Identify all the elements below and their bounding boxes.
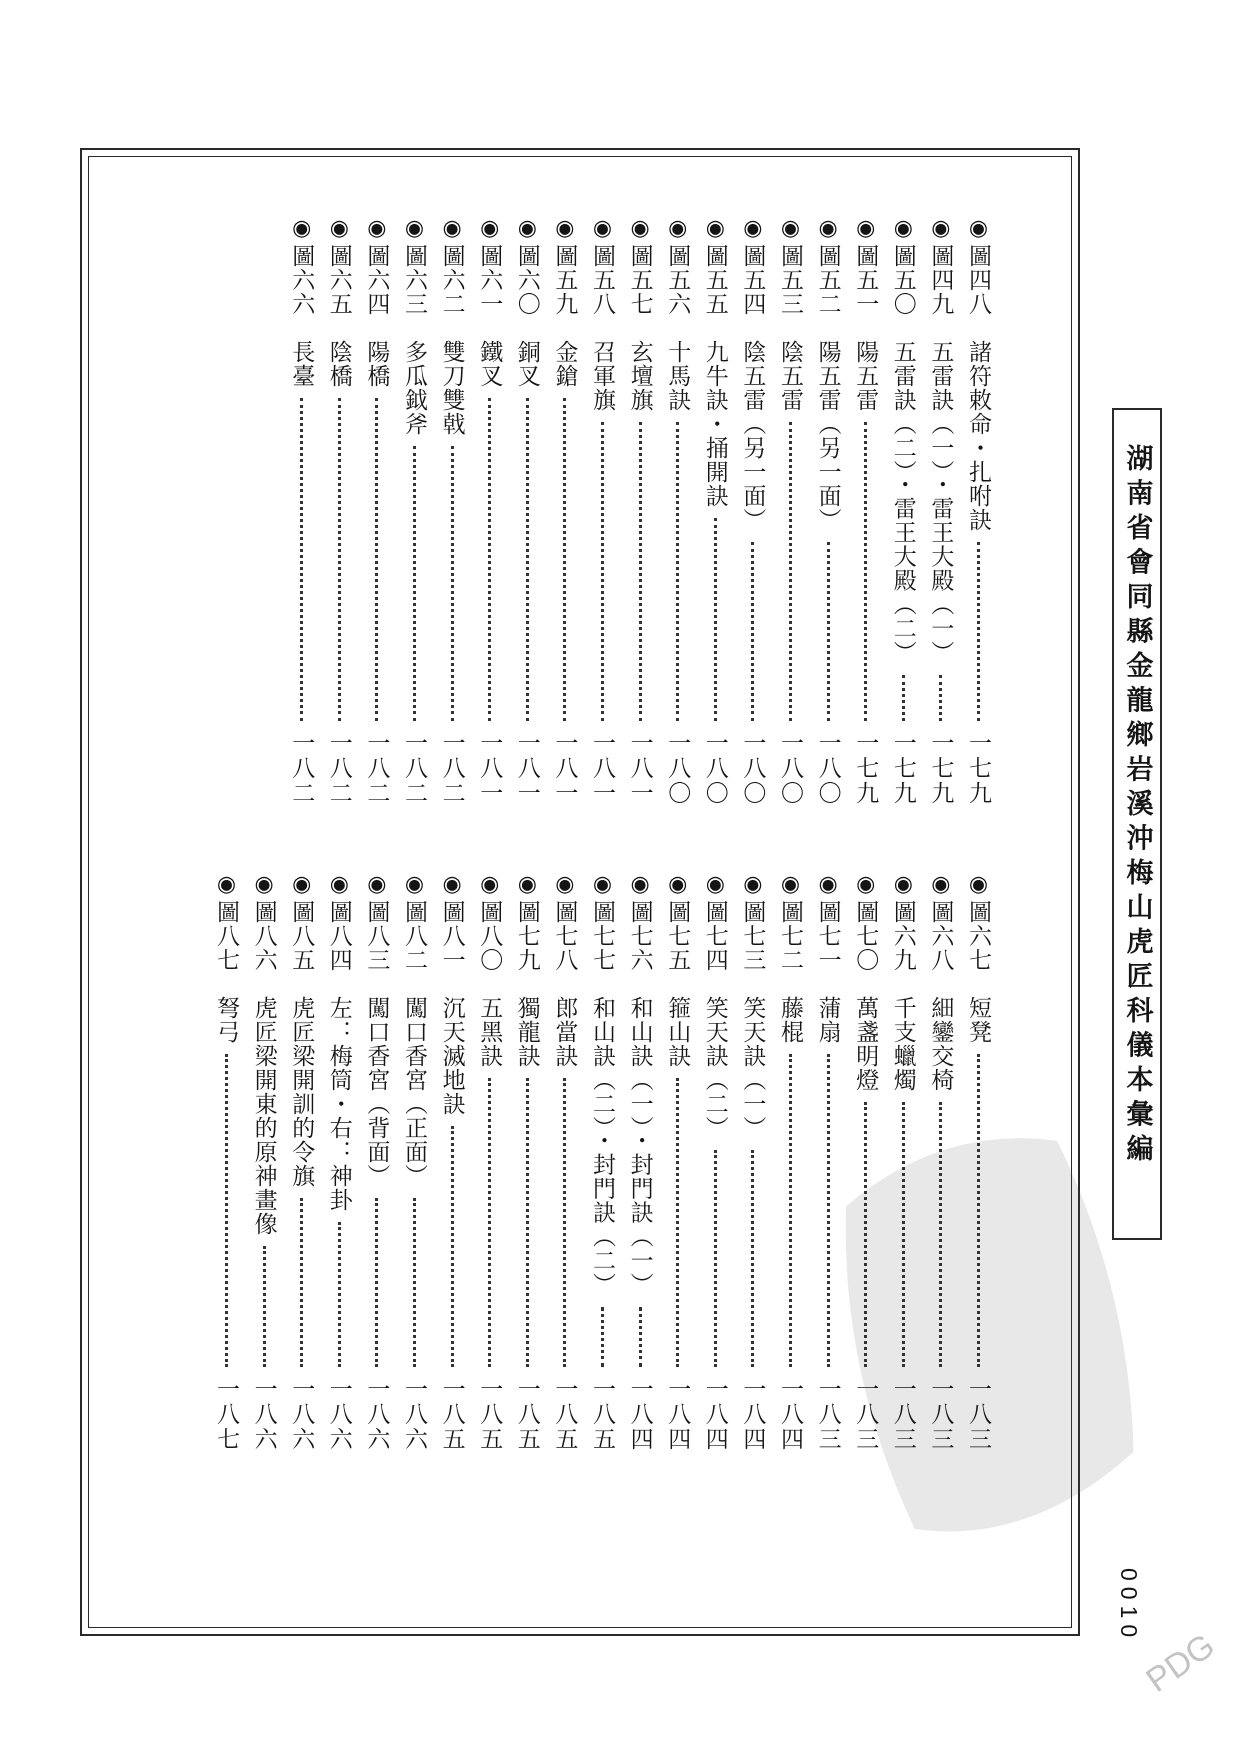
leader-dots [977,1054,980,1367]
figure-title: 召軍旗 [589,340,615,412]
page-ref: 一八一 [589,731,615,806]
figure-label: 圖五七 [626,244,653,316]
bullet-icon: ◉ [289,872,315,897]
watermark-text: PDG [1139,1626,1222,1700]
page-ref: 一八三 [814,1377,841,1452]
bullet-icon: ◉ [890,216,916,241]
figure-label: 圖五六 [664,244,691,316]
page-ref: 一八二 [288,731,315,806]
toc-entry [322,872,356,1452]
figure-title: 沉天滅地訣 [438,996,465,1116]
leader-dots [714,518,717,721]
figure-title: 諸符敕命・扎咐訣 [965,340,991,532]
figure-label: 圖七九 [513,900,540,972]
figure-label: 圖七六 [626,900,653,972]
page-ref: 一七九 [889,731,916,806]
page-ref: 一八七 [213,1377,239,1452]
leader-dots [639,422,642,721]
figure-label: 圖六二 [438,244,465,316]
bullet-icon: ◉ [326,216,352,241]
leader-dots [676,422,679,721]
figure-label: 圖八四 [325,900,352,972]
leader-dots [338,1222,341,1367]
figure-label: 圖六四 [363,244,390,316]
toc-entry [435,216,469,806]
figure-label: 圖四八 [965,244,991,316]
figure-title: 鐵叉 [476,340,503,388]
figure-label: 圖六九 [889,900,916,972]
figure-title: 陰五雷 [777,340,803,412]
leader-dots [789,422,792,721]
bullet-icon: ◉ [853,872,879,897]
page-ref: 一八五 [551,1377,578,1452]
toc-entry [435,872,469,1452]
page-ref: 一八四 [777,1377,803,1452]
bullet-icon: ◉ [928,216,954,241]
figure-label: 圖六六 [288,244,315,316]
toc-entry [660,872,694,1452]
bullet-icon: ◉ [364,216,390,241]
bullet-icon: ◉ [627,872,653,897]
toc-entry [961,216,995,806]
figure-title: 細鑾交椅 [927,996,954,1092]
toc-entry [359,872,393,1452]
leader-dots [902,1102,905,1367]
figure-title: 虎匠梁開訓的令旗 [288,996,315,1188]
bullet-icon: ◉ [590,872,615,897]
toc-entry [247,872,281,1452]
toc-entry [886,216,920,806]
toc-entry [848,872,882,1452]
bullet-icon: ◉ [665,872,691,897]
bullet-icon: ◉ [552,216,578,241]
page-ref: 一七九 [852,731,879,806]
page-ref: 一八六 [250,1377,277,1452]
figure-title: 五雷訣（一）・雷王大殿（一） [927,340,954,665]
figure-title: 千支蠟燭 [889,996,916,1092]
toc-entry [773,216,807,806]
bullet-icon: ◉ [778,216,803,241]
leader-dots [488,1078,491,1367]
leader-dots [263,1246,266,1367]
page-ref: 一八五 [438,1377,465,1452]
leader-dots [338,398,341,721]
leader-dots [751,1150,754,1367]
figure-title: 闖口香宮（背面） [363,996,390,1188]
page-ref: 一八〇 [701,731,728,806]
figure-title: 五雷訣（二）・雷王大殿（二） [889,340,916,665]
toc-entry [735,872,769,1452]
figure-title: 萬盞明燈 [852,996,879,1092]
page-ref: 一八一 [551,731,578,806]
figure-label: 圖六五 [325,244,352,316]
bullet-icon: ◉ [402,872,427,897]
figure-label: 圖七四 [701,900,728,972]
figure-label: 圖八六 [250,900,277,972]
bullet-icon: ◉ [214,872,239,897]
bullet-icon: ◉ [665,216,691,241]
bullet-icon: ◉ [326,872,352,897]
bullet-icon: ◉ [514,216,540,241]
bullet-icon: ◉ [251,872,277,897]
figure-label: 圖八三 [363,900,390,972]
bullet-icon: ◉ [740,872,766,897]
figure-label: 圖六三 [401,244,427,316]
leader-dots [563,1078,566,1367]
leader-dots [864,1102,867,1367]
page-number: 0010 [1116,1568,1142,1644]
page-ref: 一八三 [927,1377,954,1452]
page-ref: 一八二 [325,731,352,806]
figure-label: 圖七〇 [852,900,879,972]
figure-title: 弩弓 [213,996,239,1044]
leader-dots [864,422,867,721]
figure-title: 獨龍訣 [513,996,540,1068]
leader-dots [375,398,378,721]
leader-dots [488,398,491,721]
figure-label: 圖八〇 [476,900,503,972]
bullet-icon: ◉ [477,872,503,897]
figure-title: 郎當訣 [551,996,578,1068]
toc-entry [284,872,318,1452]
figure-title: 短凳 [965,996,991,1044]
figure-label: 圖七八 [551,900,578,972]
page-ref: 一八〇 [814,731,841,806]
figure-title: 箍山訣 [664,996,691,1068]
figure-title: 五黑訣 [476,996,503,1068]
toc-entry [284,216,318,806]
bullet-icon: ◉ [514,872,540,897]
bullet-icon: ◉ [778,872,803,897]
leader-dots [902,675,905,722]
bullet-icon: ◉ [853,216,879,241]
figure-label: 圖八一 [438,900,465,972]
bullet-icon: ◉ [439,872,465,897]
figure-title: 左：梅筒・右：神卦 [325,996,352,1212]
figure-title: 陰橋 [325,340,352,388]
leader-dots [639,1307,642,1368]
figure-label: 圖五〇 [889,244,916,316]
figure-title: 陰五雷（另一面） [739,340,766,532]
page-ref: 一七九 [927,731,954,806]
bullet-icon: ◉ [627,216,653,241]
leader-dots [451,1126,454,1367]
toc-entry [397,216,431,806]
leader-dots [375,1198,378,1367]
leader-dots [601,1307,604,1368]
toc-entry [322,216,356,806]
leader-dots [939,1102,942,1367]
figure-title: 玄壇旗 [626,340,653,412]
toc-entry [472,216,506,806]
figure-label: 圖五八 [589,244,615,316]
figure-title: 陽五雷 [852,340,879,412]
toc-entry [585,216,619,806]
toc-entry [510,872,544,1452]
header-title-box [1112,408,1162,1240]
bullet-icon: ◉ [815,872,841,897]
page-ref: 一八六 [288,1377,315,1452]
page-ref: 一八四 [701,1377,728,1452]
leader-dots [300,1198,303,1367]
leader-dots [526,1078,529,1367]
bullet-icon: ◉ [966,872,991,897]
leader-dots [413,1198,416,1367]
toc-entry [585,872,619,1452]
page-ref: 一八一 [626,731,653,806]
page-ref: 一八二 [401,731,427,806]
toc-entry [735,216,769,806]
page-ref: 一八四 [626,1377,653,1452]
leader-dots [714,1150,717,1367]
bullet-icon: ◉ [552,872,578,897]
page-ref: 一八二 [363,731,390,806]
page-ref: 一七九 [965,731,991,806]
toc-entry [698,216,732,806]
toc-entry [773,872,807,1452]
figure-label: 圖六〇 [513,244,540,316]
leader-dots [413,446,416,721]
figure-label: 圖六七 [965,900,991,972]
page-ref: 一八一 [476,731,503,806]
figure-title: 和山訣（二）・封門訣（二） [589,996,615,1297]
figure-title: 虎匠梁開東的原神畫像 [250,996,277,1236]
page-ref: 一八五 [513,1377,540,1452]
figure-label: 圖八七 [213,900,239,972]
figure-title: 雙刀雙戟 [438,340,465,436]
toc-entry [209,872,243,1452]
bullet-icon: ◉ [815,216,841,241]
figure-label: 圖七三 [739,900,766,972]
figure-label: 圖四九 [927,244,954,316]
bullet-icon: ◉ [928,872,954,897]
page-ref: 一八四 [739,1377,766,1452]
figure-label: 圖五九 [551,244,578,316]
figure-title: 闖口香宮（正面） [401,996,427,1188]
figure-title: 陽五雷（另一面） [814,340,841,532]
toc-entry [923,872,957,1452]
page-ref: 一八六 [325,1377,352,1452]
page-ref: 一八三 [889,1377,916,1452]
page-ref: 一八五 [476,1377,503,1452]
toc-entry [923,216,957,806]
figure-title: 蒲扇 [814,996,841,1044]
toc-entry [359,216,393,806]
leader-dots [827,1054,830,1367]
bullet-icon: ◉ [702,872,728,897]
toc-entry [961,872,995,1452]
figure-title: 笑天訣（一） [739,996,766,1140]
figure-label: 圖五四 [739,244,766,316]
toc-entry [623,216,657,806]
page-ref: 一八五 [589,1377,615,1452]
figure-title: 笑天訣（二） [701,996,728,1140]
bullet-icon: ◉ [477,216,503,241]
figure-title: 長臺 [288,340,315,388]
figure-label: 圖五一 [852,244,879,316]
figure-label: 圖五二 [814,244,841,316]
leader-dots [751,542,754,721]
toc-entry [811,216,845,806]
figure-label: 圖七二 [777,900,803,972]
figure-title: 銅叉 [513,340,540,388]
toc-entry [547,216,581,806]
figure-label: 圖七七 [589,900,615,972]
leader-dots [526,398,529,721]
figure-title: 十馬訣 [664,340,691,412]
bullet-icon: ◉ [966,216,991,241]
bullet-icon: ◉ [439,216,465,241]
figure-label: 圖七一 [814,900,841,972]
leader-dots [451,446,454,721]
figure-title: 金鎗 [551,340,578,388]
leader-dots [977,542,980,721]
toc-entry [510,216,544,806]
leader-dots [939,675,942,722]
header-title: 湖南省會同縣金龍鄉岩溪沖梅山虎匠科儀本彙編 [1121,444,1153,1169]
page-ref: 一八六 [363,1377,390,1452]
toc-entry [848,216,882,806]
page-ref: 一八二 [438,731,465,806]
page-ref: 一八〇 [739,731,766,806]
toc-entry [397,872,431,1452]
figure-title: 藤棍 [777,996,803,1044]
figure-label: 圖五三 [777,244,803,316]
toc-entry [472,872,506,1452]
bullet-icon: ◉ [740,216,766,241]
toc-entry [547,872,581,1452]
leader-dots [563,398,566,721]
leader-dots [601,422,604,721]
page-ref: 一八〇 [664,731,691,806]
leader-dots [789,1054,792,1367]
page-ref: 一八〇 [777,731,803,806]
bullet-icon: ◉ [590,216,615,241]
page-ref: 一八三 [852,1377,879,1452]
figure-label: 圖五五 [701,244,728,316]
bullet-icon: ◉ [289,216,315,241]
figure-label: 圖八五 [288,900,315,972]
figure-title: 和山訣（一）・封門訣（一） [626,996,653,1297]
figure-label: 圖八二 [401,900,427,972]
leader-dots [676,1078,679,1367]
page-ref: 一八六 [401,1377,427,1452]
figure-label: 圖七五 [664,900,691,972]
bullet-icon: ◉ [402,216,427,241]
bullet-icon: ◉ [890,872,916,897]
page-ref: 一八一 [513,731,540,806]
page-ref: 一八三 [965,1377,991,1452]
bullet-icon: ◉ [702,216,728,241]
figure-title: 多瓜鉞斧 [401,340,427,436]
leader-dots [827,542,830,721]
toc-entry [886,872,920,1452]
toc-entry [623,872,657,1452]
figure-title: 九牛訣・捅開訣 [701,340,728,508]
page-ref: 一八四 [664,1377,691,1452]
toc-entry [660,216,694,806]
toc-entry [698,872,732,1452]
leader-dots [300,398,303,721]
figure-label: 圖六一 [476,244,503,316]
bullet-icon: ◉ [364,872,390,897]
figure-title: 陽橋 [363,340,390,388]
figure-label: 圖六八 [927,900,954,972]
toc-entry [811,872,845,1452]
leader-dots [225,1054,228,1367]
